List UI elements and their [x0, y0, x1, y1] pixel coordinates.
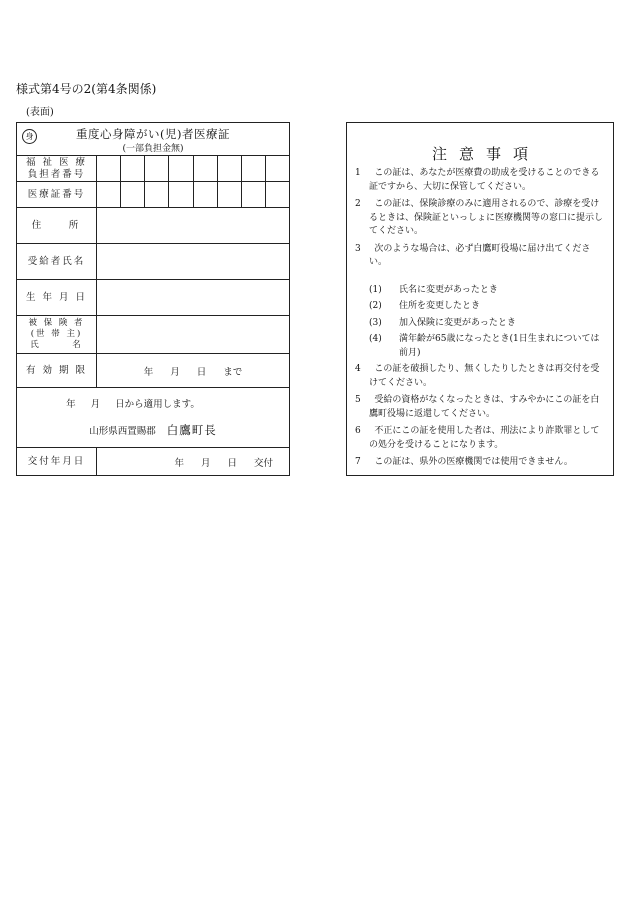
- valid-row: [17, 353, 289, 387]
- recipient-row: [17, 243, 289, 279]
- notice-body: [355, 167, 607, 474]
- apply-row: [17, 387, 289, 447]
- welfare-number-boxes: [97, 156, 289, 181]
- notice-item: 4 この証を破損したり、無くしたりしたときは再交付を受けてください。: [355, 364, 600, 388]
- birth-row: [17, 279, 289, 315]
- notice-item: 7 この証は、県外の医療機関では使用できません。: [355, 457, 573, 467]
- birth-label: 生 年 月 日: [17, 280, 97, 315]
- notice-sub-item: (3) 加入保険に変更があったとき: [369, 317, 516, 328]
- welfare-number-label: 福 祉 医 療 負担者番号: [17, 156, 97, 181]
- notice-sub-item: (1) 氏名に変更があったとき: [369, 284, 498, 295]
- side-label: (表面): [26, 107, 54, 118]
- notice-sub-item: (4) 満年齢が65歳になったとき(1日生まれについては前月): [369, 334, 600, 358]
- issue-value: 年 月 日 交付: [174, 458, 273, 469]
- address-label: 住 所: [17, 208, 97, 243]
- issuer-name: 白鷹町長: [166, 423, 217, 437]
- form-title: 様式第4号の2(第4条関係): [16, 82, 157, 96]
- seal-mark: 身: [22, 129, 37, 144]
- medical-certificate-card: [16, 122, 290, 476]
- cert-number-row: [17, 181, 289, 207]
- notice-item: 5 受給の資格がなくなったときは、すみやかにこの証を白鷹町役場に返還してください。: [355, 395, 600, 419]
- notice-card: [346, 122, 614, 476]
- card-header: [17, 123, 289, 155]
- valid-value: 年 月 日 まで: [143, 366, 243, 378]
- notice-sub-item: (2) 住所を変更したとき: [369, 301, 481, 311]
- cert-number-label: 医療証番号: [17, 182, 97, 207]
- notice-item: 6 不正にこの証を使用した者は、刑法により詐欺罪としての処分を受けることになります。: [355, 426, 600, 450]
- issuer: [17, 422, 289, 438]
- apply-text: 年 月 日から適用します。: [66, 399, 200, 410]
- notice-item: 2 この証は、保険診療のみに適用されるので、診療を受けるときは、保険証といっしょに医療機関等の窓口に提示してください。: [355, 199, 604, 236]
- welfare-number-row: [17, 155, 289, 181]
- recipient-label: 受給者氏名: [17, 244, 97, 279]
- card-subtitle: (一部負担金無): [122, 144, 184, 154]
- cert-number-boxes: [97, 182, 289, 207]
- insured-label: 被 保 険 者 (世 帯 主) 氏 名: [17, 316, 97, 353]
- issue-label: 交付年月日: [17, 448, 97, 476]
- notice-title: 注意事項: [431, 145, 540, 163]
- valid-label: 有 効 期 限: [17, 354, 97, 387]
- insured-row: [17, 315, 289, 353]
- issuer-prefix: 山形県西置賜郡: [89, 426, 156, 437]
- card-title: 重度心身障がい(児)者医療証: [76, 127, 230, 141]
- notice-item: 1 この証は、あなたが医療費の助成を受けることのできる証ですから、大切に保管してください。: [355, 168, 600, 192]
- issue-row: [17, 447, 289, 476]
- notice-item: 3 次のような場合は、必ず白鷹町役場に届け出てください。: [355, 243, 591, 267]
- address-row: [17, 207, 289, 243]
